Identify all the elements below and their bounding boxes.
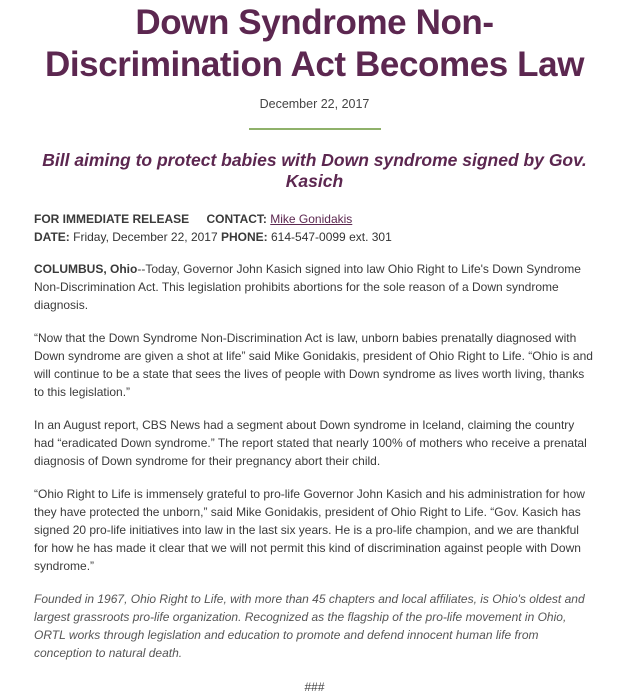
contact-name-link[interactable]: Mike Gonidakis (270, 212, 353, 226)
release-meta (34, 210, 595, 246)
paragraph-2: “Now that the Down Syndrome Non-Discrimination Act is law, unborn babies prenatally diagnosed with Down syndrome are given a shot at life” said Mike Gonidakis, president of Ohio Right to Life. “Ohio is and will continue to be a state that sees the lives of people with Down syndrome as lives worth living, thanks to this legislation.” (34, 331, 593, 399)
phone-value: 614-547-0099 ext. 301 (271, 230, 392, 244)
title-line-1: Down Syndrome Non- (135, 3, 494, 42)
page-title (34, 0, 595, 86)
publish-date: December 22, 2017 (259, 97, 370, 111)
dateline: COLUMBUS, Ohio (34, 262, 138, 276)
release-label: FOR IMMEDIATE RELEASE (34, 212, 190, 226)
phone-label: PHONE: (220, 230, 268, 244)
date-label: DATE: (34, 230, 70, 244)
end-mark: ### (304, 680, 325, 694)
date-value: Friday, December 22, 2017 (73, 230, 218, 244)
about-paragraph: Founded in 1967, Ohio Right to Life, with more than 45 chapters and local affiliates, is Ohio's oldest and largest grassroots pro-life organization. Recognized as the flagship of the pro-life movement in Ohio, ORTL works through legislation and education to promote and defend innocent human life from conception to natural death. (34, 592, 585, 660)
meta-row-date (34, 228, 595, 246)
article-subtitle: Bill aiming to protect babies with Down syndrome signed by Gov. Kasich (42, 150, 587, 191)
paragraph-3: In an August report, CBS News had a segment about Down syndrome in Iceland, claiming the country had “eradicated Down syndrome.” The report stated that nearly 100% of mothers who receive a prenatal diagnosis of Down syndrome for their pregnancy abort their child. (34, 418, 587, 468)
contact-label: CONTACT: (206, 212, 267, 226)
paragraph-4: “Ohio Right to Life is immensely grateful to pro-life Governor John Kasich and his administration for how they have protected the unborn,” said Mike Gonidakis, president of Ohio Right to Life. “Gov. Kasich has signed 20 pro-life initiatives into law in the last six years. He is a pro-life champion, and we are thankful for how he has made it clear that we will not permit this kind of discrimination against people with Down syndrome.” (34, 487, 585, 573)
meta-row-release (34, 210, 595, 228)
title-line-2: Discrimination Act Becomes Law (44, 45, 585, 84)
paragraph-1-text: --Today, Governor John Kasich signed into law Ohio Right to Life's Down Syndrome Non-Discrimination Act. This legislation prohibits abortions for the sole reason of a Down syndrome diagnosis. (34, 262, 581, 312)
paragraph-1 (34, 260, 595, 314)
title-divider (249, 128, 381, 130)
